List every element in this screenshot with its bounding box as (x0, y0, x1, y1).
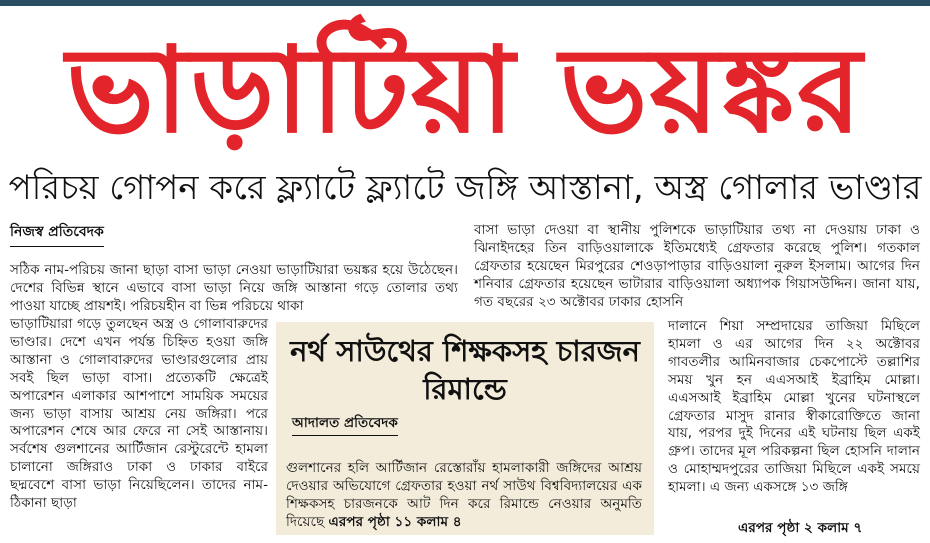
box-story-byline: আদালত প্রতিবেদক (292, 412, 398, 436)
box-story-text: গুলশানের হলি আর্টিজান রেস্তোরাঁয় হামলাকারী জঙ্গিদের আশ্রয় দেওয়ার অভিযোগে গ্রেফতার হওয়া নর্থ সাউথ বিশ্ববিদ্যালয়ের এক শিক্ষকসহ চারজনকে আট দিন করে রিমান্ডে নেওয়ার অনুমতি দিয়েছে (286, 460, 642, 530)
col2-top-text: বাসা ভাড়া দেওয়া বা স্থানীয় পুলিশকে ভাড়াটিয়ার তথ্য না দেওয়ায় ঢাকা ও ঝিনাইদহের তিন বাড়িওয়ালাকে ইতিমধ্যেই গ্রেফতার করেছে পুলিশ। গতকাল গ্রেফতার হয়েছেন মিরপুরের শেওড়াপাড়ার বাড়িওয়ালা নুরুল ইসলাম। আগের দিন শনিবার গ্রেফতার হয়েছেন ভাটারার বাড়িওয়ালা অধ্যাপক গিয়াসউদ্দিন। জানা যায়, গত বছরের ২৩ অক্টোবর ঢাকার হোসনি (474, 222, 920, 310)
col2-narrow-text: দালানে শিয়া সম্প্রদায়ের তাজিয়া মিছিলে হামলা ও এর আগের দিন ২২ অক্টোবর গাবতলীর আমিনবাজার চেকপোস্টে তল্লাশির সময় খুন হন এএসআই ইব্রাহিম মোল্লা। এএসআই ইব্রাহিম মোল্লা খুনের ঘটনাস্থলে গ্রেফতার মাসুদ রানার স্বীকারোক্তিতে জানা যায়, পরপর দুই দিনের এই ঘটনায় ছিল একই গ্রুপ। তাদের মূল পরিকল্পনা ছিল হোসনি দালান ও মোহাম্মদপুরের তাজিয়া মিছিলে একই সময়ে হামলা। এ জন্য একসঙ্গে ১৩ জঙ্গি (668, 318, 920, 496)
col1-intro-text: সঠিক নাম-পরিচয় জানা ছাড়া বাসা ভাড়া নেওয়া ভাড়াটিয়ারা ভয়ঙ্কর হয়ে উঠেছেন। দেশের বিভিন্ন স্থানে এভাবে বাসা ভাড়া নিয়ে জঙ্গি আস্তানা গড়ে তোলার তথ্য পাওয়া যাচ্ছে প্রায়শই। পরিচয়হীন বা ভিন্ন পরিচয়ে থাকা (10, 262, 458, 314)
main-story-col2-top (474, 222, 920, 312)
main-story-col1-narrow (10, 316, 268, 513)
box-story-jump: এরপর পৃষ্ঠা ১১ কলাম ৪ (328, 513, 462, 530)
headline: ভাড়াটিয়া ভয়ঙ্কর (66, 21, 864, 159)
main-story-col2-narrow (668, 318, 920, 497)
main-byline: নিজস্ব প্রতিবেদক (10, 220, 104, 247)
subheadline: পরিচয় গোপন করে ফ্ল্যাটে ফ্ল্যাটে জঙ্গি আস্তানা, অস্ত্র গোলার ভাণ্ডার (8, 168, 922, 208)
box-story-body (286, 460, 642, 532)
top-rule (0, 0, 930, 6)
box-story-title: নর্থ সাউথের শিক্ষকসহ চারজন রিমান্ডে (290, 334, 640, 406)
col1-narrow-text: ভাড়াটিয়ারা গড়ে তুলছেন অস্ত্র ও গোলাবারুদের ভাণ্ডার। দেশে এখন পর্যন্ত চিহ্নিত হওয়া জঙ্গি আস্তানা ও গোলাবারুদের ভাণ্ডারগুলোর প্রায় সবই ছিল ভাড়া বাসা। প্রত্যেকটি ক্ষেত্রেই অপারেশন এলাকার আশপাশে সাময়িক সময়ের জন্য ভাড়া বাসায় আশ্রয় নেয় জঙ্গিরা। পরে অপারেশন শেষে আর ফেরে না সেই আস্তানায়। সর্বশেষ গুলশানের আর্টিজান রেস্টুরেন্টে হামলা চালানো জঙ্গিরাও ঢাকা ও ঢাকার বাইরে ছদ্মবেশে বাসা ভাড়া নিয়েছিলেন। তাদের নাম-ঠিকানা ছাড়া (10, 316, 268, 512)
main-story-col1-intro (10, 262, 458, 316)
main-story-jump: এরপর পৃষ্ঠা ২ কলাম ৭ (738, 520, 863, 536)
